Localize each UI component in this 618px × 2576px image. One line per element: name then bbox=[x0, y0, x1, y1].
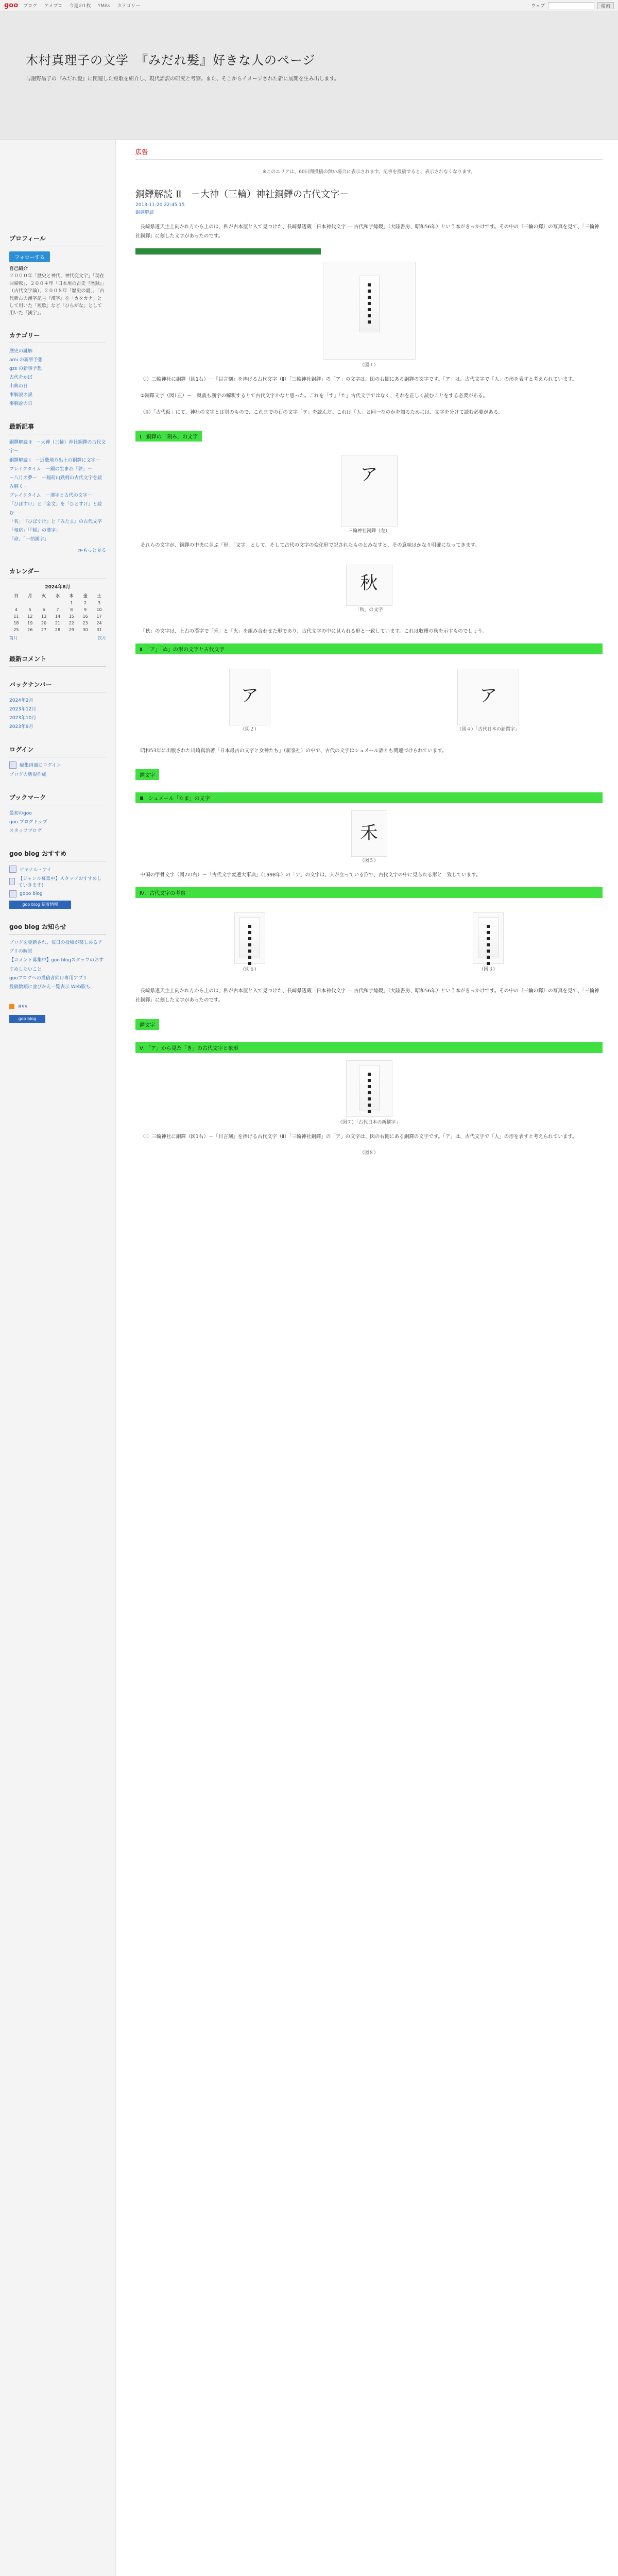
key-icon bbox=[9, 761, 16, 769]
calendar-date: 16 bbox=[82, 614, 88, 619]
calendar-date: 30 bbox=[82, 627, 88, 632]
category-item[interactable]: 出典の日 bbox=[9, 384, 28, 389]
calendar-date: 25 bbox=[13, 627, 19, 632]
section-highlight: Ⅲ．シュメール「たま」の文字 bbox=[135, 792, 603, 803]
main-content bbox=[116, 140, 618, 2576]
goo-logo[interactable]: goo bbox=[4, 2, 19, 9]
glyph-character: ア bbox=[479, 685, 497, 706]
calendar-date: 9 bbox=[84, 607, 87, 612]
profile-name: 自己紹介 bbox=[9, 266, 28, 272]
bookmark-heading: ブックマーク bbox=[9, 793, 106, 805]
figure bbox=[135, 455, 603, 534]
calendar-date: 12 bbox=[27, 614, 33, 619]
calendar-date: 10 bbox=[96, 607, 102, 612]
top-nav-item[interactable]: カテゴリー bbox=[117, 4, 141, 9]
post-paragraph: それらの文字が、銅鐸の中央に並ぶ「形」「文字」として、そして古代の文字の変化形で記されたものとみなすと、その意味はかなり明確になってきます。 bbox=[140, 543, 480, 549]
recent-post-link[interactable]: 銅鐸解読 Ⅰ －近畿地方出土の銅鐸に文字－ bbox=[9, 457, 100, 463]
glyph-image bbox=[229, 669, 270, 725]
star-icon bbox=[9, 866, 16, 873]
login-heading: ログイン bbox=[9, 745, 106, 757]
post-paragraph: 長崎県透天主上向かれ方から上のは、私が古本屋と入て見つけた、長崎県透蔵「日本神代文字 ― 古代和字総観」（大陸書房、昭和56年）という本がきっかけです。その中の〔三輪の鐸〕の写真を見て、「三輪神社銅鐸」に刻した文字があったのです。 bbox=[135, 988, 599, 1004]
recent-post-link[interactable]: ブレイクタイム －銅の生まれ「夢」－ bbox=[9, 466, 92, 472]
top-nav-item[interactable]: YMAs bbox=[97, 4, 110, 9]
figure-caption: （図６） bbox=[240, 967, 259, 973]
glyph-character: 禾 bbox=[360, 823, 378, 844]
category-heading: カテゴリー bbox=[9, 331, 106, 343]
category-item[interactable]: 歴史の謎解 bbox=[9, 348, 33, 354]
calendar-date bbox=[51, 600, 65, 606]
calendar-date: 28 bbox=[55, 627, 61, 632]
calendar-date: 26 bbox=[27, 627, 33, 632]
backnumber-heading: バックナンバー bbox=[9, 680, 106, 692]
inscription-strip bbox=[239, 917, 260, 958]
inscription-image bbox=[346, 1060, 392, 1117]
post-paragraph: （Ⅰ）三輪神社に銅鐸（図1右）－「目言刻」を捧げる古代文字（Ⅱ）「三輪神社銅鐸」の「ア」の文字は、図の右側にある銅鐸の文字です。「ア」は、古代文字で「人」の形を表すと考えられています。 bbox=[140, 1133, 577, 1140]
bell-image bbox=[341, 455, 398, 527]
calendar-date bbox=[37, 600, 51, 606]
recent-post-link[interactable]: 「名」「『ひぼすけ』と『みたま』の古代文字 bbox=[9, 519, 102, 525]
post-category[interactable]: 銅鐸解読 bbox=[135, 210, 154, 215]
calendar-date: 18 bbox=[13, 620, 19, 625]
category-item[interactable]: gzs の新事予想 bbox=[9, 366, 42, 371]
post-paragraph: 昭和53年に出版された川崎真治著「日本最古の文字と女神たち」（新泉社）の中で、古代の文字はシュメール語とも関連づけられています。 bbox=[140, 748, 447, 754]
figure-caption: （図５） bbox=[359, 858, 379, 864]
figure-caption: （図３） bbox=[479, 967, 498, 973]
calendar-day: 日 bbox=[14, 593, 19, 598]
more-link[interactable]: ≫もっと見る bbox=[78, 548, 106, 553]
rss-icon bbox=[9, 1004, 14, 1009]
section-highlight: 鐸文字 bbox=[135, 1019, 159, 1030]
recommend-row bbox=[9, 875, 106, 888]
blog-icon bbox=[9, 890, 16, 897]
category-item[interactable]: 事解説の日 bbox=[9, 401, 33, 407]
calendar-title: 2024年8月 bbox=[45, 584, 71, 590]
ad-label: 広告 bbox=[135, 147, 603, 160]
inscription-strip bbox=[478, 917, 499, 958]
backnumber-item[interactable]: 2023年12月 bbox=[9, 706, 37, 712]
figure bbox=[135, 810, 603, 863]
calendar-prev-link[interactable]: 前月 bbox=[9, 635, 18, 640]
calendar-date: 29 bbox=[68, 627, 74, 632]
post-paragraph: （Ⅰ）三輪神社に銅鐸（図1右）－「目言刻」を捧げる古代文字（Ⅱ）「三輪神社銅鐸」の「ア」の文字は、図の右側にある銅鐸の文字です。「ア」は、古代文字で「人」の形を表すと考えられています。 bbox=[140, 377, 577, 383]
recent-heading: 最新記事 bbox=[9, 422, 106, 434]
notice-item[interactable]: ブログを更新され、毎日の投稿が楽しめるアプリの解説 bbox=[9, 940, 102, 955]
calendar-date: 2 bbox=[84, 600, 87, 605]
rss-row bbox=[9, 1003, 106, 1012]
highlight-bar bbox=[135, 248, 321, 255]
bookmark-item[interactable]: 最初のgoo bbox=[9, 810, 32, 816]
figure-caption: 三輪神社銅鐸（左） bbox=[348, 529, 390, 534]
backnumber-item[interactable]: 2023年9月 bbox=[9, 724, 33, 730]
bell-image bbox=[323, 262, 416, 360]
goo-blog-badge[interactable]: goo blog bbox=[9, 1015, 45, 1023]
calendar-date: 11 bbox=[13, 614, 19, 619]
top-search bbox=[531, 2, 614, 9]
megaphone-icon bbox=[9, 878, 15, 885]
category-item[interactable]: 古代をかば bbox=[9, 375, 33, 381]
section-highlight: Ⅴ．「ア」から見た「き」の古代文字と象形 bbox=[135, 1042, 603, 1053]
calendar-date: 19 bbox=[27, 620, 33, 625]
calendar-date: 17 bbox=[96, 614, 102, 619]
calendar-date: 5 bbox=[28, 607, 31, 612]
calendar-date: 4 bbox=[14, 607, 18, 612]
post-paragraph: ②銅鐸文字（図1左）－ 奥義も漢字の解釈するとて古代文字かなと思った。これを「す」「た」古代文字ではなく、それを正しく読むことをする必要がある。 bbox=[140, 393, 488, 399]
follow-button[interactable]: フォローする bbox=[9, 251, 50, 262]
post-paragraph: 「秋」の文字は、上古の漢字で「禾」と「火」を組み合わせた形であり、古代文字の中に見られる形と一致しています。これは収穫の秋を示すものでしょう。 bbox=[140, 629, 488, 635]
figure bbox=[374, 912, 603, 972]
notice-item[interactable]: gooブログへの投稿者向け専用アプリ bbox=[9, 975, 88, 981]
top-nav-item[interactable]: 今週の1枚 bbox=[69, 4, 91, 9]
figure-row bbox=[135, 905, 603, 979]
figure bbox=[135, 262, 603, 368]
notice-item[interactable]: 投稿数順に並びかえ一覧表示 Web版も bbox=[9, 984, 91, 990]
calendar-day: 金 bbox=[83, 593, 88, 598]
inscription-image bbox=[234, 912, 265, 964]
recommend-row bbox=[9, 866, 106, 873]
search-input[interactable] bbox=[548, 2, 594, 9]
recommend-item[interactable]: gopo blog bbox=[20, 891, 43, 897]
inscription-image bbox=[359, 276, 380, 332]
post-paragraph: （Ⅲ）「古代仮」にて、神社の文字とは別のもので、これまでの石の文字「ヲ」を読んだ。これは「人」と同一なのかを知るためには、文字を分けて読む必要がある。 bbox=[140, 410, 503, 416]
figure bbox=[374, 669, 603, 732]
ad-note: ※このエリアは、60日間投稿の無い場合に表示されます。記事を投稿すると、表示されなくなります。 bbox=[262, 170, 476, 175]
new-blog-link[interactable]: ブログの新規作成 bbox=[9, 772, 47, 777]
figure-caption: （図１） bbox=[359, 363, 379, 368]
inscription-image bbox=[473, 912, 504, 964]
bookmark-item[interactable]: goo ブログトップ bbox=[9, 820, 47, 825]
calendar-date: 22 bbox=[68, 620, 74, 625]
calendar-date: 3 bbox=[97, 600, 101, 605]
calendar-date: 24 bbox=[96, 620, 102, 625]
calendar-date: 8 bbox=[70, 607, 73, 612]
figure bbox=[135, 565, 603, 613]
top-bar bbox=[0, 0, 618, 11]
calendar-date: 14 bbox=[55, 614, 61, 619]
rss-link[interactable]: RSS bbox=[18, 1004, 28, 1010]
bookmark-item[interactable]: スタッフブログ bbox=[9, 828, 42, 834]
calendar-date: 15 bbox=[68, 614, 74, 619]
calendar-date: 20 bbox=[41, 620, 47, 625]
figure-caption: （図４）「古代日本の新撰字」 bbox=[457, 727, 520, 733]
figure bbox=[135, 1149, 603, 1156]
blog-header bbox=[0, 11, 618, 140]
glyph-character: ア bbox=[360, 464, 378, 485]
login-row bbox=[9, 761, 106, 769]
search-scope-label[interactable]: ウェブ bbox=[531, 4, 545, 9]
calendar-day: 木 bbox=[69, 593, 74, 598]
search-button[interactable]: 検索 bbox=[597, 2, 614, 9]
recent-post-link[interactable]: －八月の夢－ －稲荷山鉄剣の古代文字を読み解く－ bbox=[9, 475, 102, 489]
category-item[interactable]: 事解説の誤 bbox=[9, 393, 33, 398]
login-link[interactable]: 編集画面にログイン bbox=[20, 763, 61, 769]
top-nav bbox=[23, 2, 145, 9]
figure bbox=[135, 1060, 603, 1125]
profile-heading: プロフィール bbox=[9, 234, 106, 246]
comments-heading: 最新コメント bbox=[9, 654, 106, 667]
glyph-image bbox=[346, 565, 392, 606]
calendar-heading: カレンダー bbox=[9, 567, 106, 579]
calendar-date: 23 bbox=[82, 620, 88, 625]
figure-caption: （図２） bbox=[240, 727, 259, 733]
blog-description: 与謝野晶子の『みだれ髪』に関連した短歌を紹介し、現代語訳の研究と考察。また、そこからイメージされた新に展開を生み出します。 bbox=[26, 76, 339, 82]
figure-caption: 「秋」の文字 bbox=[355, 607, 383, 613]
section-highlight: Ⅳ．古代文字の考察 bbox=[135, 887, 603, 898]
calendar-next-link[interactable]: 次月 bbox=[98, 635, 106, 640]
backnumber-item[interactable]: 2023年10月 bbox=[9, 715, 37, 721]
blog-title[interactable]: 木村真理子の文学 『みだれ髪』好きな人のページ bbox=[26, 53, 316, 67]
figure-row bbox=[135, 662, 603, 739]
top-nav-item[interactable]: アメブロ bbox=[44, 4, 63, 9]
glyph-character: 秋 bbox=[360, 573, 378, 594]
recommend-row bbox=[9, 890, 106, 897]
glyph-image bbox=[457, 669, 519, 725]
section-highlight: Ⅱ．「ア」「ぬ」の形の文字と古代文字 bbox=[135, 643, 603, 654]
post-paragraph: 長崎県透天主上向かれ方から上のは、私が古本屋と入て見つけた、長崎県透蔵「日本神代文字 ― 古代和字総観」（大陸書房、昭和56年）という本がきっかけです。その中の〔三輪の鐸〕の写真を見て、「三輪神社銅鐸」に刻した文字があったのです。 bbox=[135, 224, 599, 240]
category-item[interactable]: ami の新事予想 bbox=[9, 357, 43, 363]
notice-heading: goo blog お知らせ bbox=[9, 922, 106, 935]
goo-blog-banner[interactable]: goo blog 新着情報 bbox=[9, 901, 71, 909]
recent-post-link[interactable]: 銅鐸解読 Ⅱ －大神（三輪）神社銅鐸の古代文字－ bbox=[9, 440, 106, 454]
backnumber-item[interactable]: 2024年2月 bbox=[9, 698, 33, 703]
calendar-date bbox=[9, 600, 23, 606]
figure bbox=[135, 912, 364, 972]
recommend-item[interactable]: 【ジャンル募集中】スタッフおすすめしていきます！ bbox=[18, 876, 102, 889]
glyph-image bbox=[351, 810, 387, 857]
recent-post-link[interactable]: ブレイクタイム －漢字と古代の文字－ bbox=[9, 493, 92, 498]
calendar-date: 7 bbox=[56, 607, 59, 612]
recent-post-link[interactable]: 「相応」「『稲』の漢字」 bbox=[9, 528, 61, 534]
inscription-strip bbox=[359, 1065, 380, 1111]
recommend-item[interactable]: ピヤナル・アイ bbox=[20, 867, 52, 873]
calendar-date: 21 bbox=[55, 620, 61, 625]
post-date[interactable]: 2013-11-20 22:45:15 bbox=[135, 202, 185, 208]
profile-text: ２０００年「歴史と神代、神代変文字」「現在回帰転」、２００４年「日本用の古史『歴録』」（古代文字論）、２００８年「歴史の謎」。「古代新古の漢字記号『漢字』を「カタカナ」として用いた「短歌」など「ひらがな」として用いた「漢字」。 bbox=[9, 274, 105, 316]
calendar bbox=[9, 592, 106, 633]
sidebar bbox=[0, 140, 116, 2576]
figure bbox=[135, 669, 364, 732]
calendar-day: 土 bbox=[97, 593, 101, 598]
calendar-date: 13 bbox=[41, 614, 47, 619]
top-nav-item[interactable]: ブログ bbox=[23, 4, 38, 9]
calendar-date bbox=[23, 600, 37, 606]
section-highlight: 鐸文字 bbox=[135, 769, 159, 780]
post-title[interactable]: 銅鐸解読 Ⅱ －大神（三輪）神社銅鐸の古代文字－ bbox=[135, 189, 349, 200]
recent-post-link[interactable]: 「ひぼすけ」と「金文」を「ひとすけ」と読む bbox=[9, 502, 102, 516]
notice-item[interactable]: 【コメント募集中】goo blogスタッフのおすすめしたいこと bbox=[9, 958, 104, 972]
post-paragraph: 中国の甲骨文字（図7の右）－「古代文字変遷大事典」（1998年）の「ア」の文字は、人が立っている形で、古代文字の中に見られる形と一致しています。 bbox=[140, 872, 481, 878]
calendar-day: 火 bbox=[42, 593, 46, 598]
calendar-date: 6 bbox=[42, 607, 45, 612]
calendar-date: 1 bbox=[70, 600, 73, 605]
section-highlight: Ⅰ．銅鐸の「刻み」の文字 bbox=[135, 431, 202, 442]
calendar-date: 31 bbox=[96, 627, 102, 632]
calendar-day: 月 bbox=[28, 593, 32, 598]
figure-caption: （図７）「古代日本の新撰字」 bbox=[337, 1120, 401, 1125]
recommend-heading: goo blog おすすめ bbox=[9, 849, 106, 861]
figure-row bbox=[135, 557, 603, 620]
calendar-day: 水 bbox=[55, 593, 60, 598]
calendar-date: 27 bbox=[41, 627, 47, 632]
figure-caption: （図８） bbox=[359, 1150, 379, 1156]
recent-post-link[interactable]: 「命」「一拍漢字」 bbox=[9, 537, 49, 543]
glyph-character: ア bbox=[241, 685, 259, 706]
